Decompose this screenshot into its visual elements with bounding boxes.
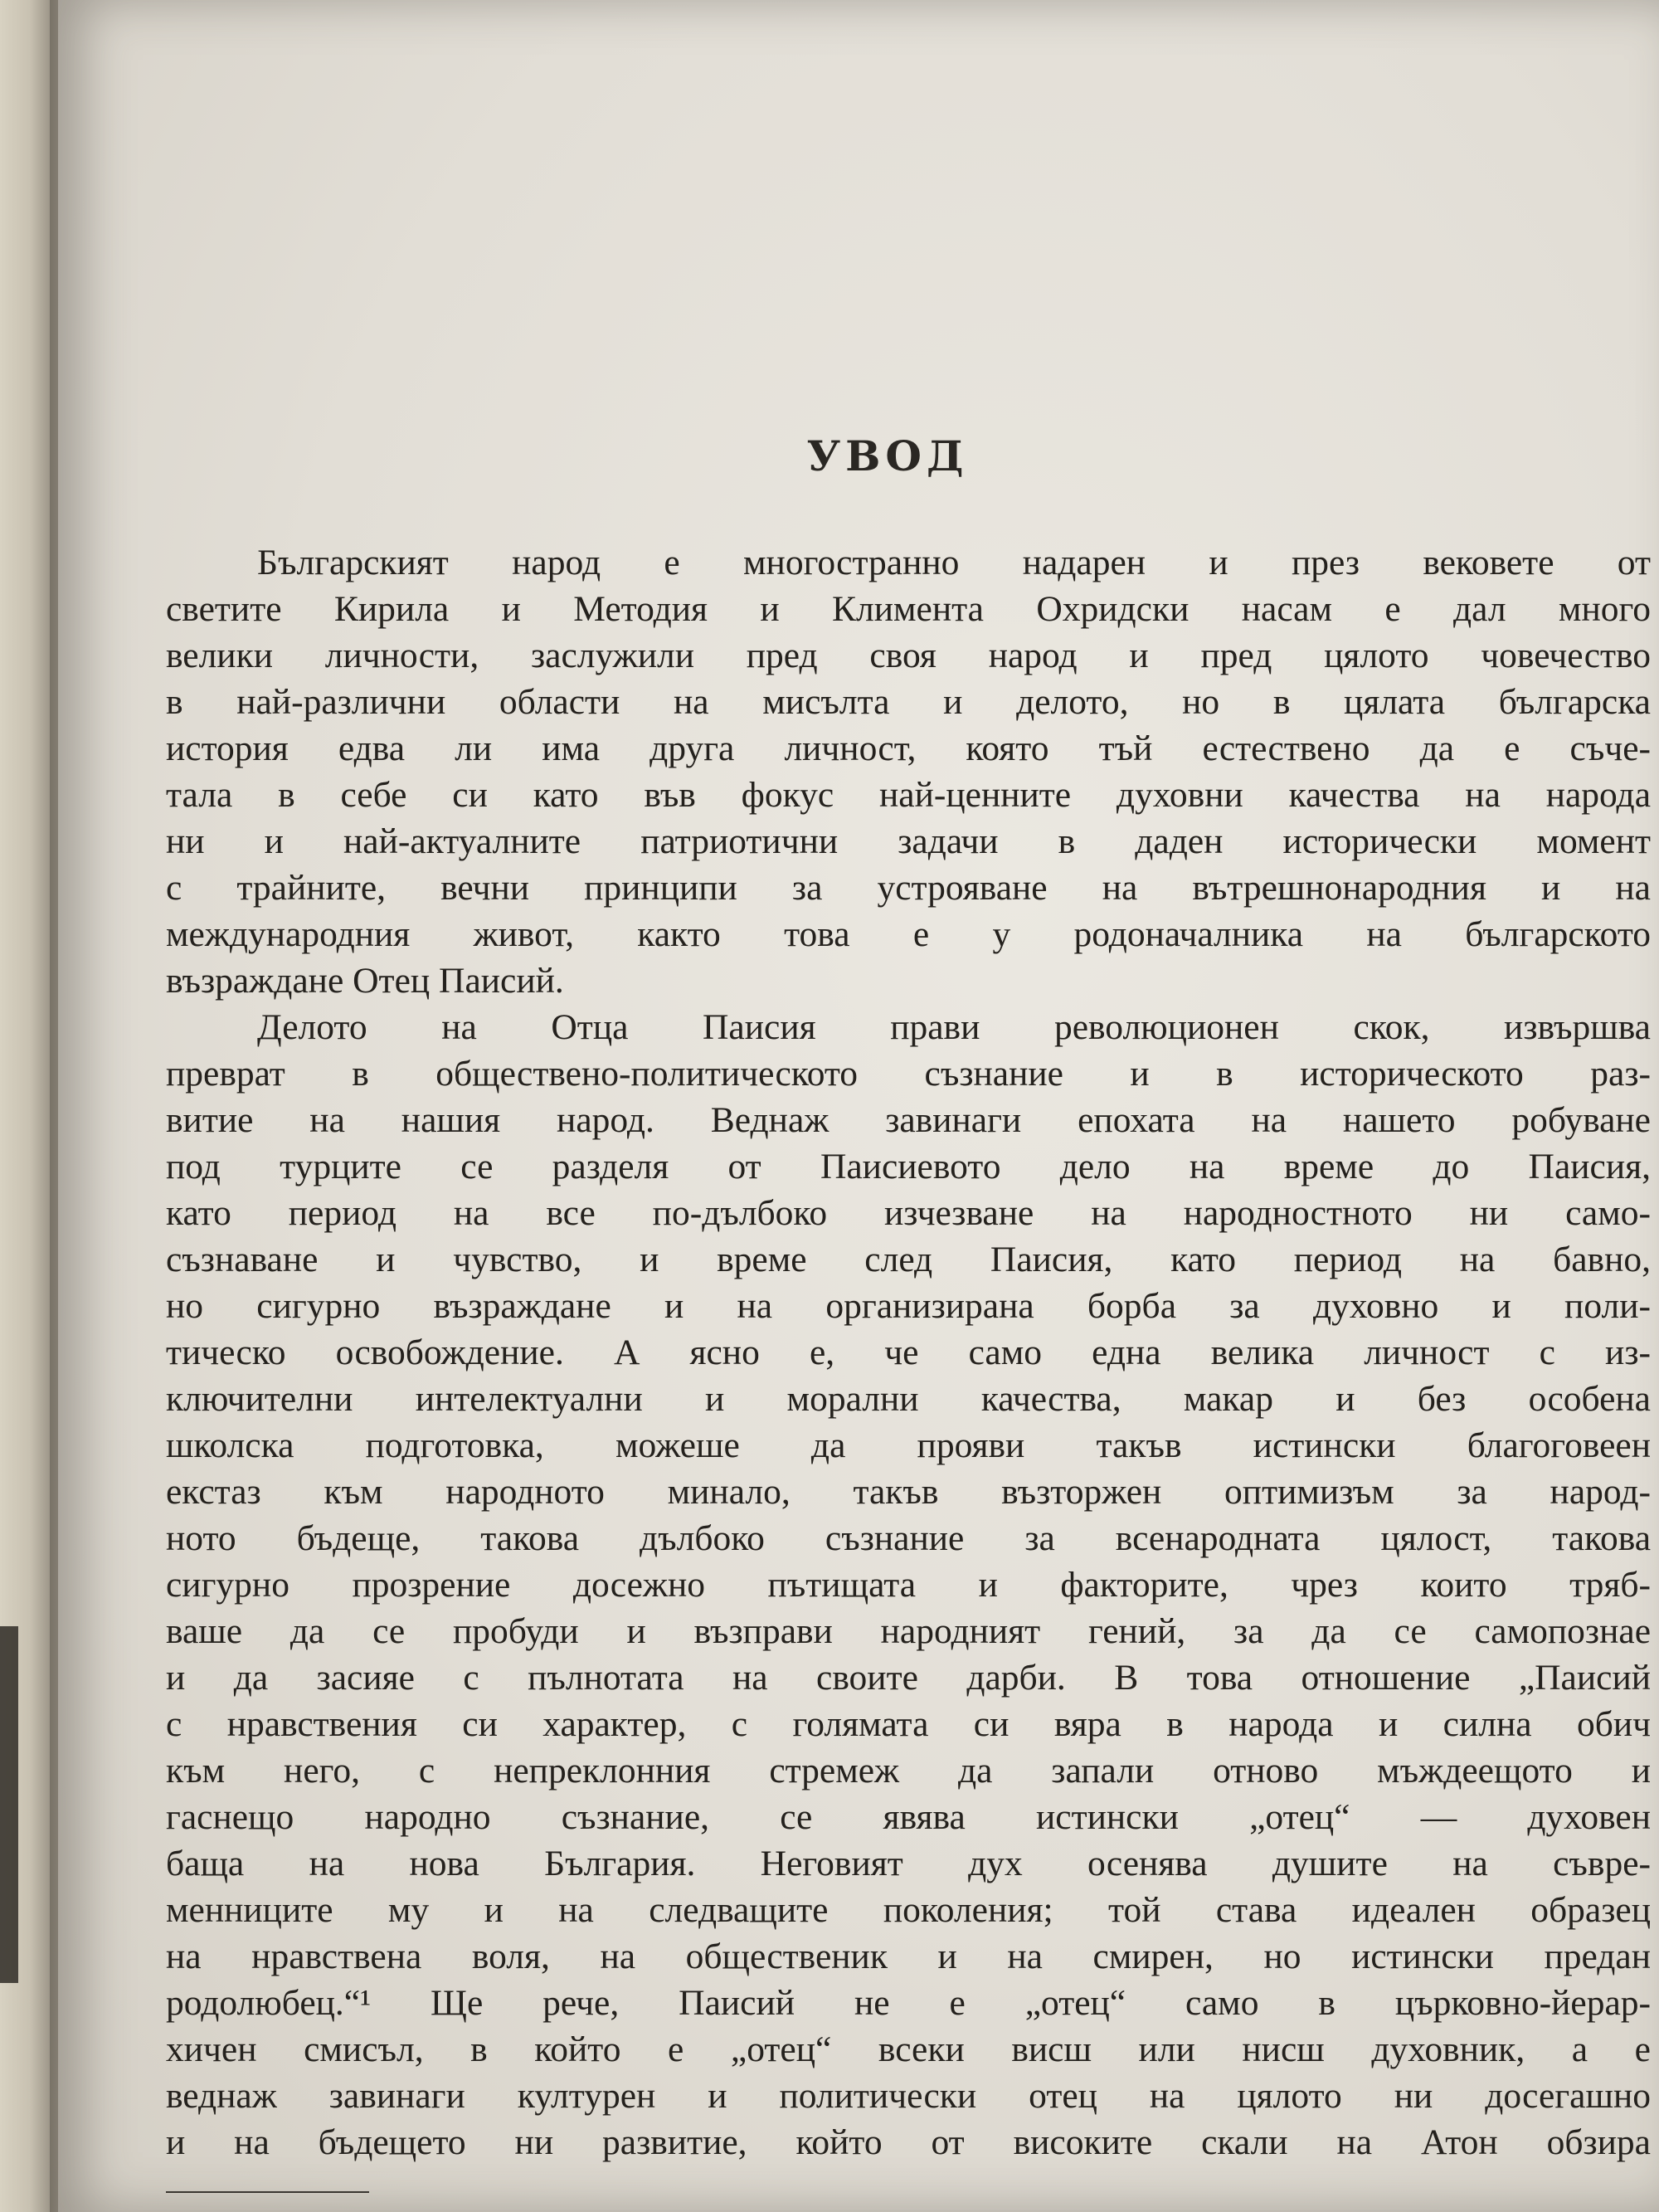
book-page [58,0,1659,2212]
text-line: Делото на Отца Паисия прави революционен скок, извършва [257,1007,1651,1047]
text-line: сигурно прозрение досежно пътищата и факторите, чрез които тряб- [166,1565,1651,1605]
text-line: история едва ли има друга личност, която тъй естествено да е съче- [166,728,1651,768]
text-line: и на бъдещето ни развитие, който от високите скали на Атон обзира [166,2122,1651,2162]
text-line: под турците се разделя от Паисиевото дело на време до Паисия, [166,1147,1651,1186]
text-line: витие на нашия народ. Веднаж завинаги епохата на нашето робуване [166,1100,1651,1140]
text-line: с трайните, вечни принципи за устрояване на вътрешнонародния и на [166,868,1651,908]
text-line: в най-различни области на мисълта и делото, но в цялата българска [166,682,1651,722]
text-line: ключителни интелектуални и морални качества, макар и без особена [166,1379,1651,1419]
text-line: гаснещо народно съзнание, се явява истински „отец“ — духовен [166,1797,1651,1837]
text-line: с нравствения си характер, с голямата си вяра в народа и силна обич [166,1704,1651,1744]
text-line: ни и най-актуалните патриотични задачи в даден исторически момент [166,821,1651,861]
chapter-title: УВОД [806,431,969,480]
text-line: школска подготовка, можеше да прояви такъв истински благоговеен [166,1425,1651,1465]
text-line: родолюбец.“¹ Ще рече, Паисий не е „отец“ само в църковно-йерар- [166,1983,1651,2023]
text-line: като период на все по-дълбоко изчезване на народностното ни само- [166,1193,1651,1233]
body-text [166,539,1651,2166]
text-line: веднаж завинаги културен и политически отец на цялото ни досегашно [166,2076,1651,2116]
text-line: Българският народ е многостранно надарен и през вековете от [257,543,1651,582]
paragraph-1 [166,539,1651,1004]
text-line: хичен смисъл, в който е „отец“ всеки висш или нисш духовник, а е [166,2029,1651,2069]
text-line: велики личности, заслужили пред своя народ и пред цялото човечество [166,636,1651,675]
text-line: но сигурно възраждане и на организирана борба за духовно и поли- [166,1286,1651,1326]
text-line: екстаз към народното минало, такъв възторжен оптимизъм за народ- [166,1472,1651,1512]
left-page-dark-strip [0,1626,18,1983]
text-line: към него, с непреклонния стремеж да запали отново мъждеещото и [166,1751,1651,1791]
text-line: съзнаване и чувство, и време след Паисия, като период на бавно, [166,1240,1651,1279]
text-line: възраждане Отец Паисий. [166,961,564,1001]
text-line: и да засияе с пълнотата на своите дарби. В това отношение „Паисий [166,1658,1651,1698]
paragraph-2 [166,1004,1651,2166]
text-line: на нравствена воля, на общественик и на смирен, но истински предан [166,1937,1651,1976]
footnote-rule [166,2191,369,2193]
text-line: ваше да се пробуди и възправи народният гений, за да се самопознае [166,1611,1651,1651]
text-line: преврат в обществено-политическото съзнание и в историческото раз- [166,1054,1651,1094]
text-line: светите Кирила и Методия и Климента Охридски насам е дал много [166,589,1651,629]
text-line: тала в себе си като във фокус най-ценните духовни качества на народа [166,775,1651,815]
text-line: менниците му и на следващите поколения; той става идеален образец [166,1890,1651,1930]
text-line: тическо освобождение. А ясно е, че само една велика личност с из- [166,1333,1651,1372]
text-line: баща на нова България. Неговият дух осенява душите на съвре- [166,1844,1651,1883]
text-line: ното бъдеще, такова дълбоко съзнание за всенародната цялост, такова [166,1518,1651,1558]
text-line: международния живот, както това е у родоначалника на българското [166,914,1651,954]
